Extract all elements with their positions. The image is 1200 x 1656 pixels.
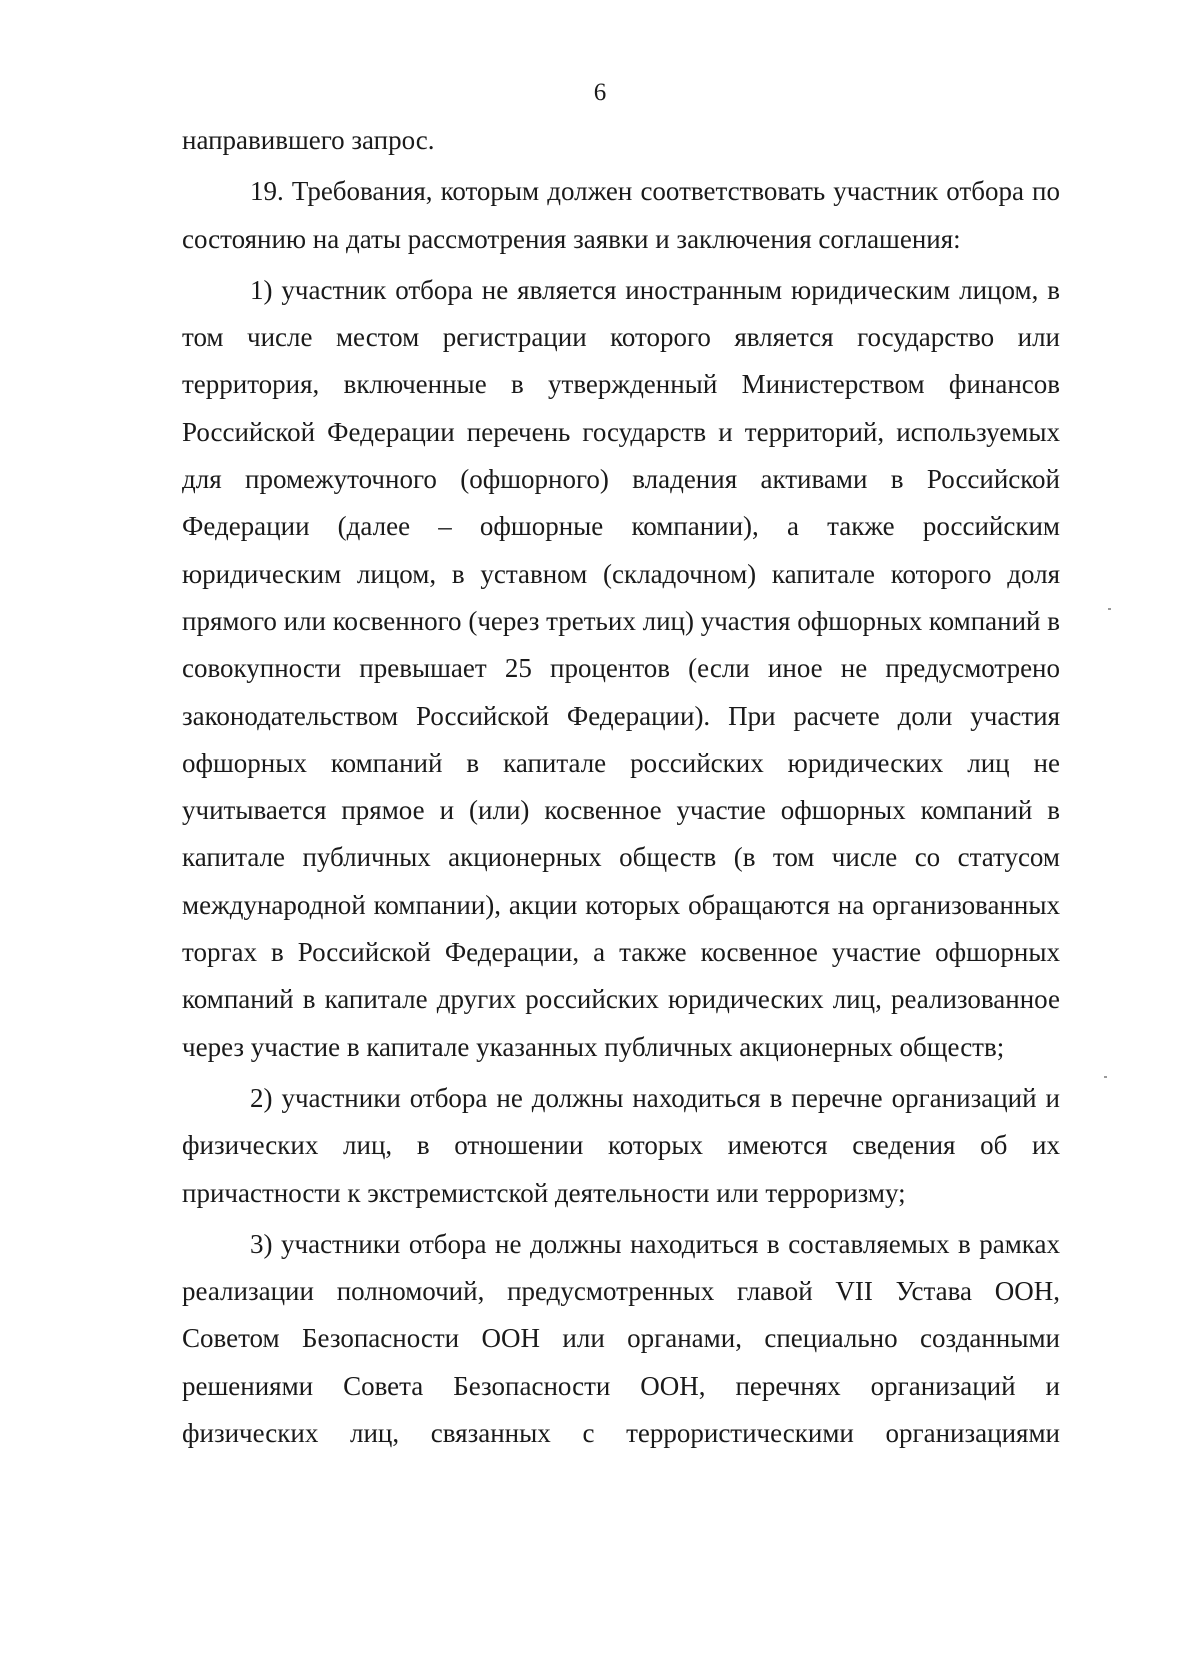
scan-margin-mark bbox=[1104, 1076, 1107, 1078]
paragraph-subitem-3: 3) участники отбора не должны находиться в составляемых в рамках реализации полномочий, предусмотренных главой VII Устава ООН, Советом Безопасности ООН или органами, специально созданными решениями Совета Безопасности ООН, перечнях организаций и физических лиц, связанных с террористическими организациями bbox=[182, 1228, 1060, 1449]
scan-margin-mark bbox=[1108, 608, 1111, 610]
document-body bbox=[182, 117, 1060, 1457]
paragraph-item-19: 19. Требования, которым должен соответствовать участник отбора по состоянию на даты рассмотрения заявки и заключения соглашения: bbox=[182, 176, 1060, 254]
paragraph-subitem-2: 2) участники отбора не должны находиться в перечне организаций и физических лиц, в отношении которых имеются сведения об их причастности к экстремистской деятельности или терроризму; bbox=[182, 1082, 1060, 1208]
paragraph-continuation: направившего запрос. bbox=[182, 125, 435, 155]
page-number: 6 bbox=[593, 79, 607, 106]
paragraph-subitem-1: 1) участник отбора не является иностранным юридическим лицом, в том числе местом регистрации которого является государство или территория, включенные в утвержденный Министерством финансов Российской Федерации перечень государств и территорий, используемых для промежуточного (офшорного) владения активами в Российской Федерации (далее – офшорные компании), а также российским юридическим лицом, в уставном (складочном) капитале которого доля прямого или косвенного (через третьих лиц) участия офшорных компаний в совокупности превышает 25 процентов (если иное не предусмотрено законодательством Российской Федерации). При расчете доли участия офшорных компаний в капитале российских юридических лиц не учитывается прямое и (или) косвенное участие офшорных компаний в капитале публичных акционерных обществ (в том числе со статусом международной компании), акции которых обращаются на организованных торгах в Российской Федерации, а также косвенное участие офшорных компаний в капитале других российских юридических лиц, реализованное через участие в капитале указанных публичных акционерных обществ; bbox=[182, 274, 1060, 1062]
